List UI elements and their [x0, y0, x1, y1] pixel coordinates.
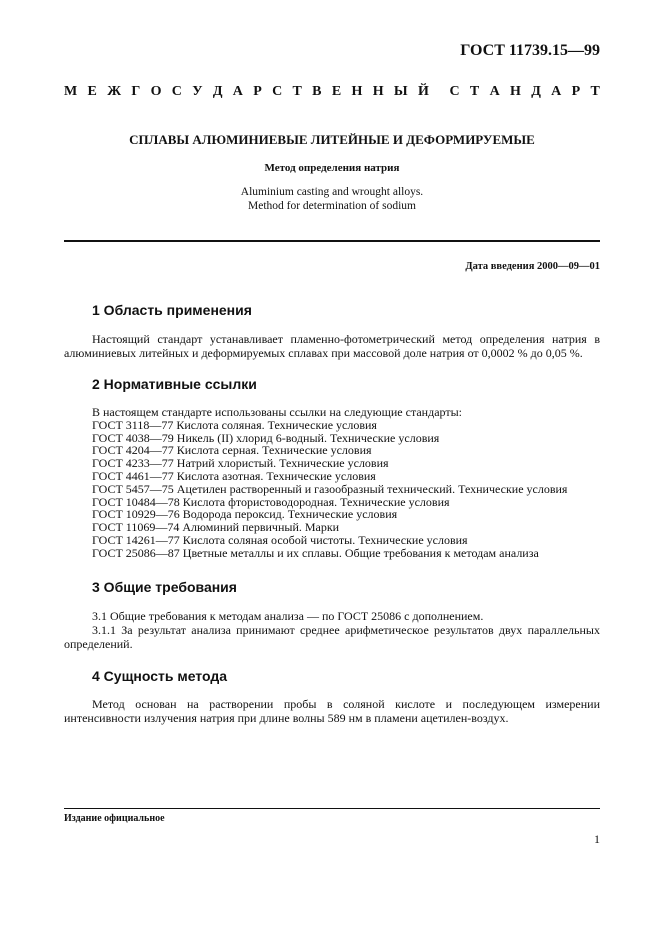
banner-letter: Ж [107, 84, 122, 99]
banner-letter: С [171, 84, 182, 99]
references-intro: В настоящем стандарте использованы ссылки на следующие стандарты: [92, 405, 463, 419]
english-title-line: Aluminium casting and wrought alloys. [240, 186, 424, 198]
section-3-1-text: 3.1 Общие требования к методам анализа — по ГОСТ 25086 с дополнением. [92, 609, 484, 623]
reference-item: ГОСТ 4038—79 Никель (II) хлорид 6-водный. Технические условия [92, 430, 440, 445]
banner-letter: Н [510, 84, 521, 99]
banner-letter: Н [372, 84, 384, 99]
footer-divider [64, 808, 600, 809]
banner-letter: Д [212, 84, 223, 99]
document-title: СПЛАВЫ АЛЮМИНИЕВЫЕ ЛИТЕЙНЫЕ И ДЕФОРМИРУЕМЫЕ [129, 132, 535, 147]
banner-letter: В [312, 84, 322, 99]
reference-item: ГОСТ 4461—77 Кислота азотная. Технические условия [92, 468, 376, 483]
section-4-heading: 4 Сущность метода [92, 668, 228, 684]
official-edition-label: Издание официальное [64, 813, 165, 824]
banner-letter: Р [571, 84, 581, 99]
banner-letter: Й [417, 84, 429, 99]
banner-letter: У [192, 84, 203, 99]
banner-letter: Е [331, 84, 342, 99]
banner-letter: М [64, 84, 78, 99]
section-3-heading: 3 Общие требования [92, 579, 237, 595]
banner-letter: Т [590, 84, 600, 99]
interstate-standard-banner [64, 84, 600, 100]
reference-item: ГОСТ 4204—77 Кислота серная. Технические условия [92, 443, 372, 458]
banner-letter: Е [87, 84, 97, 99]
banner-letter: Т [292, 84, 302, 99]
banner-letter: О [150, 84, 162, 99]
page-number: 1 [594, 832, 600, 846]
banner-letter: Н [351, 84, 363, 99]
reference-item: ГОСТ 14261—77 Кислота соляная особой чистоты. Технические условия [92, 532, 468, 547]
reference-item: ГОСТ 25086—87 Цветные металлы и их сплавы. Общие требования к методам анализа [92, 545, 539, 560]
section-1-heading: 1 Область применения [92, 302, 252, 318]
banner-letter: А [551, 84, 562, 99]
banner-letter: Г [131, 84, 141, 99]
section-3-1-1-text: 3.1.1 За результат анализа принимают среднее арифметическое результатов двух параллельных определений. [64, 623, 600, 651]
reference-item: ГОСТ 10929—76 Водорода пероксид. Технические условия [92, 507, 398, 522]
section-2-heading: 2 Нормативные ссылки [92, 376, 257, 392]
banner-letter: Т [469, 84, 480, 99]
english-title-line: Method for determination of sodium [248, 200, 416, 212]
reference-item: ГОСТ 11069—74 Алюминий первичный. Марки [92, 520, 340, 535]
english-title [64, 185, 600, 213]
reference-item: ГОСТ 3118—77 Кислота соляная. Технические условия [92, 417, 377, 432]
banner-letter: А [489, 84, 500, 99]
introduction-date: Дата введения 2000—09—01 [465, 261, 600, 272]
banner-letter: Ы [393, 84, 408, 99]
method-subtitle: Метод определения натрия [264, 162, 400, 174]
banner-letter: С [449, 84, 460, 99]
section-4-text: Метод основан на растворении пробы в соляной кислоте и последующем измерении интенсивности излучения натрия при длине волны 589 нм в пламени ацетилен-воздух. [64, 697, 600, 725]
reference-item: ГОСТ 4233—77 Натрий хлористый. Технические условия [92, 456, 389, 471]
banner-letter: Д [531, 84, 541, 99]
section-1-text: Настоящий стандарт устанавливает пламенно-фотометрический метод определения натрия в алюминиевых литейных и деформируемых сплавах при массовой доле натрия от 0,0002 % до 0,05 %. [64, 332, 600, 360]
banner-letter: С [272, 84, 283, 99]
normative-references-list [92, 406, 602, 560]
document-code: ГОСТ 11739.15—99 [460, 42, 600, 59]
banner-letter: А [232, 84, 243, 99]
reference-item: ГОСТ 5457—75 Ацетилен растворенный и газообразный технический. Технические условия [92, 481, 568, 496]
banner-letter: Р [253, 84, 262, 99]
reference-item: ГОСТ 10484—78 Кислота фтористоводородная. Технические условия [92, 494, 450, 509]
header-divider [64, 240, 600, 242]
